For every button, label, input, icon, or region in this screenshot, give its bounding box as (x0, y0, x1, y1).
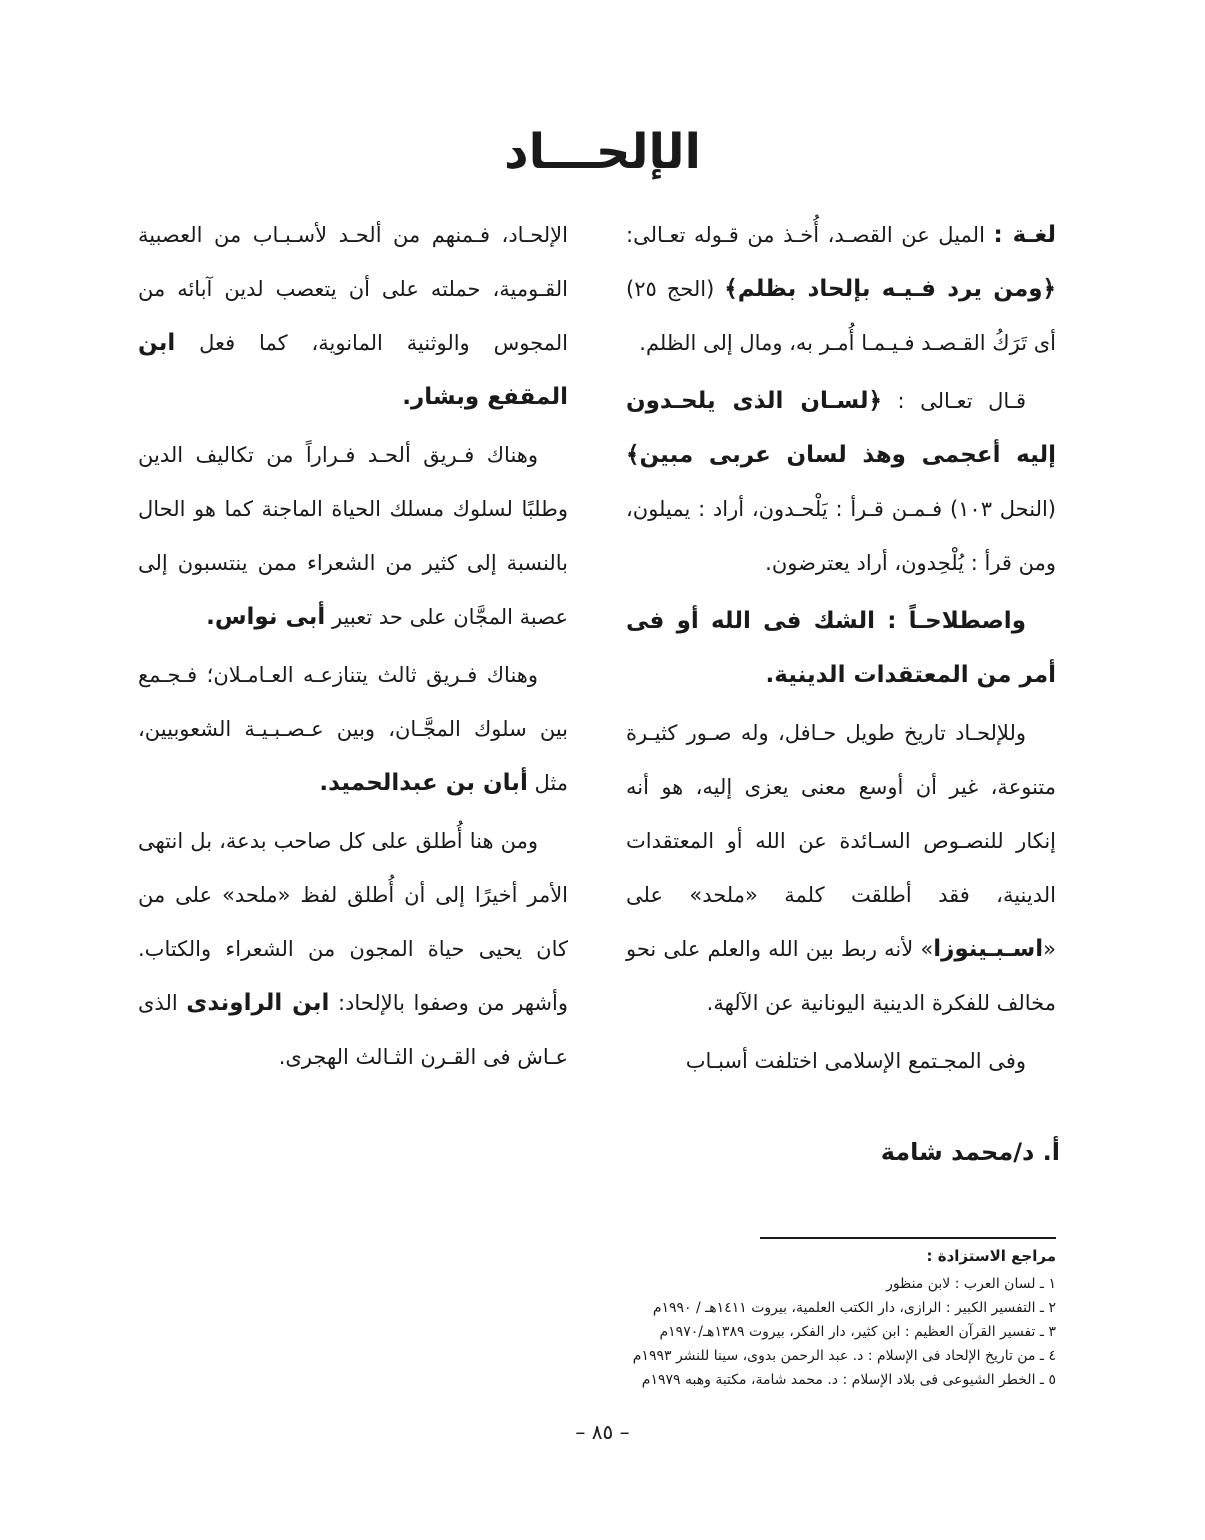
text: (النحل ١٠٣) فـمـن قـرأ : يَلْحـدون، أراد : يميلون، ومن قرأ : يُلْحِدون، أراد يعترضون. (626, 497, 1056, 575)
paragraph-language-definition (626, 208, 1056, 370)
paragraph-mulhid-term (138, 814, 568, 1084)
quran-quote: ﴿ومن يرد فـيـه بإلحاد بظلم﴾ (724, 276, 1056, 302)
text: وهناك فـريق ثالث يتنازعـه العـامـلان؛ فـجـمع بين سلوك المجَّـان، وبين عـصـبـيـة الشعوبيين، مثل (138, 663, 568, 795)
left-column (138, 208, 568, 1088)
name-spinoza: اسـبـينوزا (933, 936, 1044, 962)
page-number: – ٨٥ – (575, 1420, 630, 1444)
text: (الحج ٢٥) أى تَرَكُ القـصـد فـيـمـا أُمـر به، ومال إلى الظلم. (626, 277, 1056, 355)
name-aban: أبان بن عبدالحميد. (319, 770, 528, 796)
text: وفى المجـتمع الإسلامى اختلفت أسبـاب (685, 1049, 1026, 1073)
text: ومن هنا أُطلق على كل صاحب بدعة، بل انتهى الأمر أخيرًا إلى أن أُطلق لفظ «ملحد» على من كان يحيى حياة المجون من الشعراء والكتاب. وأشهر من وصفوا بالإلحاد: (138, 829, 568, 1015)
term-lugha: لغـة : (993, 222, 1056, 248)
reference-item: ٥ ـ الخطر الشيوعى فى بلاد الإسلام : د. محمد شامة، مكتبة وهبه ١٩٧٩م (641, 1372, 1056, 1388)
text: قـال تعـالى : (881, 389, 1026, 413)
text: الإلحـاد، فـمنهم من ألحـد لأسـبـاب من العصبية القـومية، حملته على أن يتعصب لدين آبائه من المجوس والوثنية المانوية، كما فعل (138, 223, 568, 355)
quran-quote: ﴿لسـان الذى يلحـدون إليه أعجمى وهذ لسان عربى مبين﴾ (626, 388, 1056, 468)
reference-item: ٣ ـ تفسير القرآن العظيم : ابن كثير، دار الفكر، بيروت ١٣٨٩هـ/١٩٧٠م (659, 1324, 1056, 1340)
text: وللإلحـاد تاريخ طويل حـافل، وله صـور كثيـرة متنوعة، غير أن أوسع معنى يعزى إليه، هو أنه إنكار للنصـوص السـائدة عن الله أو المعتقدات الدينية، فقد أطلقت كلمة «ملحد» على « (626, 721, 1056, 961)
references-divider (760, 1237, 1056, 1239)
paragraph-islamic-society (626, 1034, 1056, 1088)
name-abu-nuwas: أبى نواس. (206, 604, 326, 630)
paragraph-second-group (138, 428, 568, 644)
right-column (626, 208, 1056, 1092)
paragraph-third-group (138, 648, 568, 810)
text: الذى عـاش فى القـرن الثـالث الهجرى. (138, 991, 568, 1069)
paragraph-terminology (626, 594, 1056, 702)
paragraph-verse-nahl (626, 374, 1056, 590)
text: » لأنه ربط بين الله والعلم على نحو مخالف للفكرة الدينية اليونانية عن الآلهة. (626, 937, 1056, 1015)
references-heading: مراجع الاستزادة : (926, 1247, 1056, 1265)
text: وهناك فـريق ألحـد فـراراً من تكاليف الدين وطلبًا لسلوك مسلك الحياة الماجنة كما هو الحال بالنسبة إلى كثير من الشعراء ممن ينتسبون إلى عصبة المجَّان على حد تعبير (138, 443, 568, 629)
reference-item: ٢ ـ التفسير الكبير : الرازى، دار الكتب العلمية، بيروت ١٤١١هـ / ١٩٩٠م (652, 1300, 1056, 1316)
author: أ. د/محمد شامة (880, 1138, 1060, 1166)
names-ibn-muqaffa-bashar: ابن المقفع وبشار. (138, 330, 568, 410)
term-istilahan: واصطلاحـاً : الشك فى الله أو فى أمر من المعتقدات الدينية. (626, 608, 1056, 688)
references-list (540, 1272, 1056, 1392)
name-ibn-rawandi: ابن الراوندى (186, 990, 330, 1016)
paragraph-causes (138, 208, 568, 424)
paragraph-history (626, 706, 1056, 1030)
reference-item: ٤ ـ من تاريخ الإلحاد فى الإسلام : د. عبد الرحمن بدوى، سينا للنشر ١٩٩٣م (632, 1348, 1056, 1364)
text: الميل عن القصـد، أُخـذ من قـوله تعـالى: (626, 223, 994, 247)
page-title: الإلحـــاد (504, 124, 701, 180)
reference-item: ١ ـ لسان العرب : لابن منظور (886, 1276, 1056, 1292)
references (540, 1244, 1056, 1392)
